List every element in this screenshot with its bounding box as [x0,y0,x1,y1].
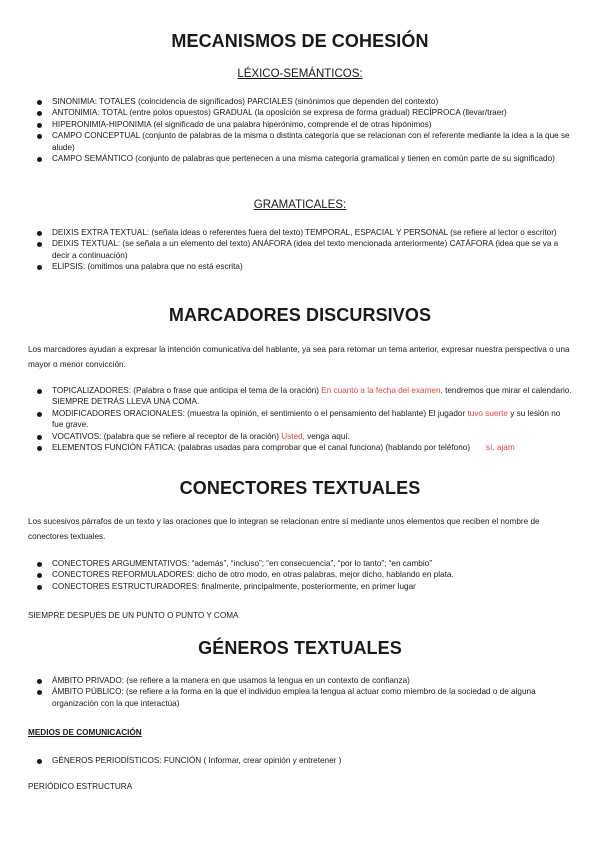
lexico-list [52,96,572,164]
generos-list [52,675,572,709]
example-highlight: Usted [281,431,303,441]
subtitle-gramaticales: GRAMATICALES: [253,199,347,211]
list-item: CONECTORES ESTRUCTURADORES: finalmente, principalmente, posteriormente, en primer lugar [52,581,572,592]
list-item: DEIXIS EXTRA TEXTUAL: (señala ideas o referentes fuera del texto) TEMPORAL, ESPACIAL Y PERSONAL (se refiere al lector o escritor) [52,227,572,238]
example-highlight: sí, ajam [486,443,515,453]
subtitle-lexico: LÉXICO-SEMÁNTICOS: [237,68,363,80]
list-item: ELIPSIS: (omitimos una palabra que no está escrita) [52,261,572,272]
list-item: DEIXIS TEXTUAL: (se señala a un elemento del texto) ANÁFORA (idea del texto mencionada anteriormente) CATÁFORA (idea que se va a decir a continuación) [52,238,572,261]
list-item: TOPICALIZADORES: (Palabra o frase que anticipa el tema de la oración) En cuanto a la fecha del examen, tendremos que mirar el calendario. SIEMPRE DETRÁS LLEVA UNA COMA. [52,386,572,407]
list-item: HIPERONIMIA-HIPONIMIA (el significado de una palabra hiperónimo, comprende el de otras hipónimos) [52,119,572,130]
conectores-intro: Los sucesivos párrafos de un texto y las oraciones que lo integran se relacionan entre sí mediante unos elementos que reciben el nombre de conectores textuales. [28,517,540,541]
list-item: VOCATIVOS: (palabra que se refiere al receptor de la oración) Usted, venga aquí. [52,431,572,442]
medios-list [52,755,572,766]
section-title-marcadores: MARCADORES DISCURSIVOS [168,305,432,325]
conectores-list [52,558,572,592]
example-highlight: En cuanto a la fecha del examen [321,386,441,395]
list-item: ANTONIMIA: TOTAL (entre polos opuestos) GRADUAL (la oposición se expresa de forma gradual) RECÍPROCA (llevar/traer) [52,107,572,118]
list-item: ÁMBITO PÚBLICO: (se refiere a la forma en la que el individuo emplea la lengua al actuar como miembro de la sociedad o de alguna organización con la que interactúa) [52,686,572,709]
list-item: ÁMBITO PRIVADO: (se refiere a la manera en que usamos la lengua en un contexto de confianza) [52,675,572,686]
section-title-cohesion: MECANISMOS DE COHESIÓN [171,31,429,51]
list-item: CONECTORES ARGUMENTATIVOS: “además”, “incluso”; “en consecuencia”, “por lo tanto”; “en cambio” [52,558,572,569]
list-item: CAMPO SEMÁNTICO (conjunto de palabras que pertenecen a una misma categoría gramatical y tienen en común parte de su significado) [52,153,572,164]
list-item: GÉNEROS PERIODÍSTICOS: FUNCIÓN ( Informar, crear opinión y entretener ) [52,755,572,766]
medios-title: MEDIOS DE COMUNICACIÓN [28,728,142,737]
list-item: CONECTORES REFORMULADORES: dicho de otro modo, en otras palabras, mejor dicho, hablando en plata. [52,569,572,580]
example-highlight: tuvo suerte [467,408,508,418]
list-item: CAMPO CONCEPTUAL (conjunto de palabras de la misma o distinta categoría que se relacionan con el referente mediante la idea a la que se alude) [52,130,572,153]
footer-note: PERIÓDICO ESTRUCTURA [28,782,133,791]
marcadores-list [52,385,572,453]
list-item: SINONIMIA: TOTALES (coincidencia de significados) PARCIALES (sinónimos que dependen del contexto) [52,96,572,107]
marcadores-intro: Los marcadores ayudan a expresar la intención comunicativa del hablante, ya sea para retomar un tema anterior, expresar nuestra perspectiva o una mayor o menor convicción. [28,345,570,369]
gramaticales-list [52,227,572,273]
conectores-note: SIEMPRE DESPUÉS DE UN PUNTO O PUNTO Y COMA [28,611,239,620]
list-item: ELEMENTOS FUNCIÓN FÁTICA: (palabras usadas para comprobar que el canal funciona) (hablando por teléfono) sí, ajam [52,442,572,453]
section-title-generos: GÉNEROS TEXTUALES [198,638,402,658]
section-title-conectores: CONECTORES TEXTUALES [179,478,421,498]
list-item: MODIFICADORES ORACIONALES: (muestra la opinión, el sentimiento o el pensamiento del hablante) El jugador tuvo suerte y su lesión no fue grave. [52,408,572,431]
